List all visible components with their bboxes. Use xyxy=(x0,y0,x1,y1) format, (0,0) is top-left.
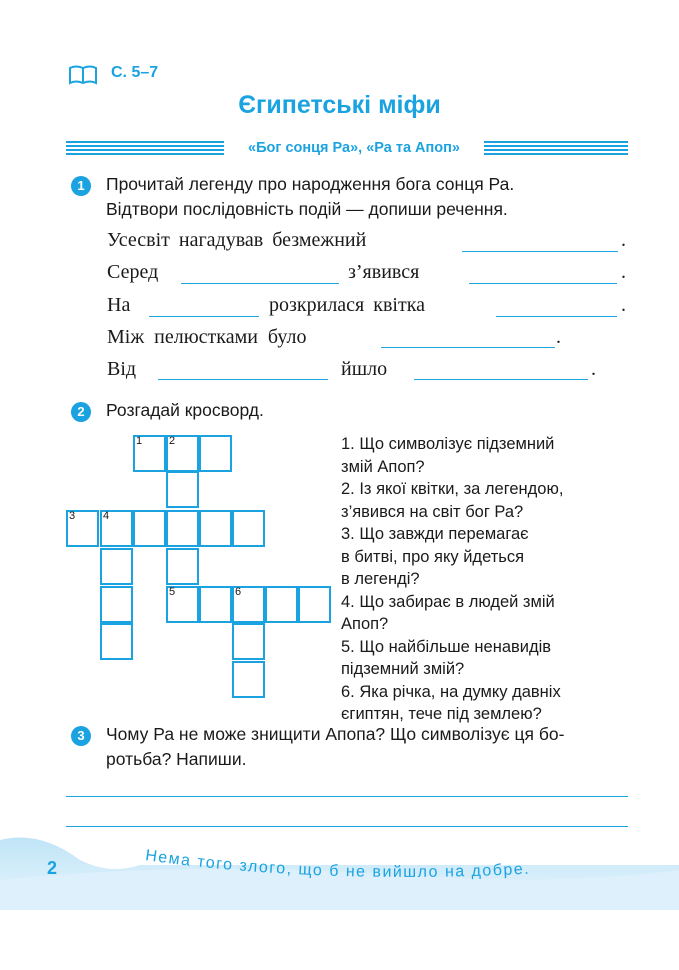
svg-text:Нема того злого, що б не вийшл xyxy=(144,847,530,881)
question-1 xyxy=(341,433,631,478)
proverb xyxy=(0,842,679,902)
question-2 xyxy=(341,478,631,523)
task-number-1: 1 xyxy=(71,176,91,196)
task2-instruction: Розгадай кросворд. xyxy=(106,400,264,420)
decorative-stripes-left xyxy=(66,141,224,155)
blank-5a[interactable] xyxy=(158,379,328,380)
sentence-3-end: . xyxy=(621,294,626,316)
answer-line-1[interactable] xyxy=(66,796,628,797)
sentence-4-start: Між пелюстками було xyxy=(107,326,307,348)
question-4 xyxy=(341,591,631,636)
crossword-cell[interactable] xyxy=(199,510,232,547)
question-3-line-1: 3. Що завжди перемагає xyxy=(341,525,529,543)
blank-3b[interactable] xyxy=(496,316,617,317)
question-3-line-3: в легенді? xyxy=(341,570,420,588)
crossword-cell[interactable] xyxy=(166,471,199,508)
blank-2b[interactable] xyxy=(469,283,617,284)
task1-instruction-line1: Прочитай легенду про народження бога сонця Ра. xyxy=(106,174,515,194)
page-title: Єгипетські міфи xyxy=(238,91,441,119)
sentence-1-end: . xyxy=(621,229,626,251)
book-icon xyxy=(68,64,98,86)
decorative-stripes-right xyxy=(484,141,628,155)
blank-1[interactable] xyxy=(462,251,618,252)
blank-5b[interactable] xyxy=(414,379,588,380)
crossword-questions xyxy=(341,433,631,726)
crossword-cell-number-4: 4 xyxy=(103,510,110,522)
sentence-2-end: . xyxy=(621,261,626,283)
question-5-line-2: підземний змій? xyxy=(341,660,465,678)
task1-instruction-line2: Відтвори послідовність подій — допиши речення. xyxy=(106,199,508,219)
task3-instruction-line2: ротьба? Напиши. xyxy=(106,749,247,769)
crossword-cell[interactable] xyxy=(166,548,199,585)
question-2-line-1: 2. Із якої квітки, за легендою, xyxy=(341,480,564,498)
sentence-2-middle: з’явився xyxy=(348,261,420,283)
crossword-cell[interactable] xyxy=(232,510,265,547)
crossword-cell[interactable] xyxy=(199,586,232,623)
sentence-1-start: Усесвіт нагадував безмежний xyxy=(107,229,367,251)
crossword-cell[interactable] xyxy=(100,586,133,623)
crossword-cell-number-5: 5 xyxy=(169,586,176,598)
sentence-5-end: . xyxy=(591,358,596,380)
question-3 xyxy=(341,523,631,591)
crossword-cell[interactable] xyxy=(100,623,133,660)
question-4-line-2: Апоп? xyxy=(341,615,389,633)
question-6 xyxy=(341,681,631,726)
proverb-text: Нема того злого, що б не вийшло на добре. xyxy=(144,847,531,881)
crossword-cell-number-2: 2 xyxy=(169,435,176,447)
crossword-cell[interactable] xyxy=(199,435,232,472)
task-number-2: 2 xyxy=(71,402,91,422)
page-reference: С. 5–7 xyxy=(111,64,159,81)
question-5-line-1: 5. Що найбільше ненавидів xyxy=(341,637,552,656)
crossword-cell[interactable] xyxy=(232,661,265,698)
crossword-cell[interactable] xyxy=(298,586,331,623)
sentence-3-middle: розкрилася квітка xyxy=(269,294,426,316)
question-3-line-2: в битві, про яку йдеться xyxy=(341,547,525,566)
crossword-cell-number-6: 6 xyxy=(235,586,242,598)
blank-2a[interactable] xyxy=(181,283,339,284)
question-5 xyxy=(341,636,631,681)
subtitle: «Бог сонця Ра», «Ра та Апоп» xyxy=(248,140,460,156)
page-number: 2 xyxy=(47,858,58,878)
question-6-line-1: 6. Яка річка, на думку давніх xyxy=(341,682,561,701)
blank-3a[interactable] xyxy=(149,316,259,317)
sentence-4-end: . xyxy=(556,326,561,348)
task-number-3: 3 xyxy=(71,726,91,746)
question-1-line-2: змій Апоп? xyxy=(341,457,425,476)
sentence-3-start: На xyxy=(107,294,131,316)
sentence-2-start: Серед xyxy=(107,261,159,283)
crossword-cell[interactable] xyxy=(166,510,199,547)
sentence-5-start: Від xyxy=(107,358,137,380)
crossword-cell[interactable] xyxy=(133,510,166,547)
crossword-cell-number-1: 1 xyxy=(136,435,143,447)
crossword-cell[interactable] xyxy=(265,586,298,623)
crossword-cell[interactable] xyxy=(232,623,265,660)
question-6-line-2: єгиптян, тече під землею? xyxy=(341,705,542,723)
question-2-line-2: з’явився на світ бог Ра? xyxy=(341,502,524,521)
sentence-5-middle: йшло xyxy=(341,358,388,380)
crossword-cell[interactable] xyxy=(100,548,133,585)
question-4-line-1: 4. Що забирає в людей змій xyxy=(341,592,555,611)
task3-instruction-line1: Чому Ра не може знищити Апопа? Що символізує ця бо- xyxy=(106,724,565,744)
blank-4[interactable] xyxy=(381,347,555,348)
question-1-line-1: 1. Що символізує підземний xyxy=(341,435,555,453)
crossword-cell-number-3: 3 xyxy=(69,510,76,522)
